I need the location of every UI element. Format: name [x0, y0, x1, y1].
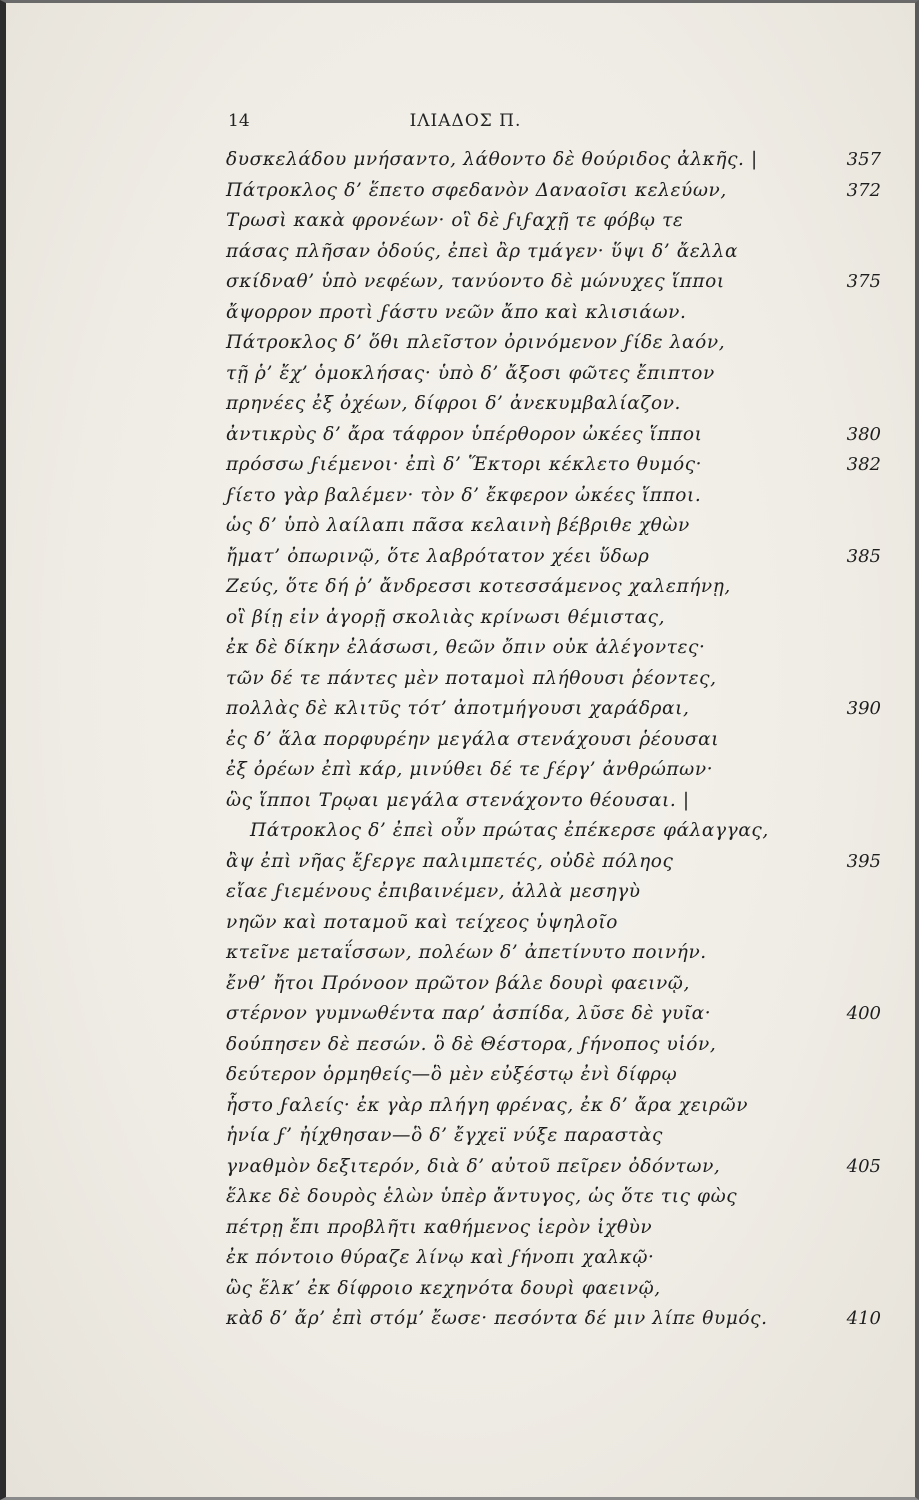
verse-text: πολλὰς δὲ κλιτῦς τότ’ ἀποτμήγουσι χαράδραι, — [226, 698, 690, 719]
verse-line — [6, 1030, 919, 1061]
page-number: 14 — [228, 111, 250, 131]
verse-line — [6, 1121, 919, 1152]
verse-lines — [6, 145, 919, 1335]
verse-line — [6, 267, 919, 298]
verse-line — [6, 786, 919, 817]
verse-line — [6, 1304, 919, 1335]
verse-text: στέρνον γυμνωθέντα παρ’ ἀσπίδα, λῦσε δὲ γυῖα· — [226, 1003, 712, 1024]
verse-line — [6, 877, 919, 908]
verse-line — [6, 847, 919, 878]
verse-line — [6, 389, 919, 420]
verse-line — [6, 1274, 919, 1305]
verse-text: τῇ ῥ’ ἔχ’ ὁμοκλήσας· ὑπὸ δ’ ἄξοσι φῶτες ἔπιπτον — [226, 362, 715, 384]
page-header — [6, 111, 919, 141]
verse-line — [6, 176, 919, 207]
verse-text: Πάτροκλος δ’ ἕπετο σφεδανὸν Δαναοῖσι κελεύων, — [226, 179, 727, 201]
verse-text: οἳ βίῃ εἰν ἀγορῇ σκολιὰς κρίνωσι θέμιστας, — [226, 606, 666, 628]
verse-text: πέτρῃ ἔπι προβλῆτι καθήμενος ἱερὸν ἰχθὺν — [226, 1216, 653, 1238]
line-number: 410 — [846, 1308, 881, 1329]
verse-line — [6, 633, 919, 664]
verse-text: ὣς ἵπποι Τρῳαι μεγάλα στενάχοντο θέουσαι. | — [226, 789, 690, 811]
verse-line — [6, 542, 919, 573]
verse-line — [6, 1060, 919, 1091]
verse-text: ὣς ἕλκ’ ἐκ δίφροιο κεχηνότα δουρὶ φαεινῷ, — [226, 1277, 661, 1299]
verse-text: κτεῖνε μεταΐσσων, πολέων δ’ ἀπετίνυτο ποινήν. — [226, 942, 707, 963]
verse-line — [6, 1091, 919, 1122]
verse-text: ἐξ ὀρέων ἐπὶ κάρ, μινύθει δέ τε ϝέργ’ ἀνθρώπων· — [226, 759, 714, 780]
verse-text: ἄψορρον προτὶ ϝάστυ νεῶν ἄπο καὶ κλισιάων. — [226, 301, 687, 323]
line-number: 375 — [846, 271, 881, 292]
verse-text: ἂψ ἐπὶ νῆας ἔϝεργε παλιμπετές, οὐδὲ πόληος — [226, 850, 674, 872]
verse-text: ἕλκε δὲ δουρὸς ἑλὼν ὑπὲρ ἄντυγος, ὡς ὅτε τις φὼς — [226, 1186, 738, 1207]
line-number: 390 — [846, 698, 881, 719]
line-number: 382 — [846, 454, 881, 475]
verse-text: εἴαε ϝιεμένους ἐπιβαινέμεν, ἀλλὰ μεσηγὺ — [226, 881, 641, 902]
verse-text: σκίδναθ’ ὑπὸ νεφέων, τανύοντο δὲ μώνυχες ἵπποι — [226, 271, 725, 292]
verse-line — [6, 1152, 919, 1183]
verse-line — [6, 969, 919, 1000]
verse-line — [6, 603, 919, 634]
line-number: 395 — [846, 850, 881, 872]
line-number: 357 — [846, 149, 881, 170]
line-number: 400 — [846, 1003, 881, 1024]
line-number: 372 — [846, 179, 881, 201]
verse-text: ἐς δ’ ἅλα πορφυρέην μεγάλα στενάχουσι ῥέουσαι — [226, 728, 720, 750]
verse-line — [6, 664, 919, 695]
verse-text: δυσκελάδου μνήσαντο, λάθοντο δὲ θούριδος ἀλκῆς. | — [226, 149, 758, 170]
verse-text: Πάτροκλος δ’ ὅθι πλεῖστον ὀρινόμενον ϝίδε λαόν, — [226, 332, 726, 353]
verse-text: ἧστο ϝαλείς· ἐκ γὰρ πλήγη φρένας, ἐκ δ’ ἄρα χειρῶν — [226, 1094, 749, 1116]
verse-text: δούπησεν δὲ πεσών. ὃ δὲ Θέστορα, ϝήνοπος υἱόν, — [226, 1033, 717, 1055]
line-number: 380 — [846, 423, 881, 445]
verse-text: πρηνέες ἐξ ὀχέων, δίφροι δ’ ἀνεκυμβαλίαζον. — [226, 393, 682, 414]
verse-text: τῶν δέ τε πάντες μὲν ποταμοὶ πλήθουσι ῥέοντες, — [226, 667, 717, 689]
verse-line — [6, 1243, 919, 1274]
verse-line — [6, 206, 919, 237]
verse-line — [6, 237, 919, 268]
verse-text: ἔνθ’ ἤτοι Πρόνοον πρῶτον βάλε δουρὶ φαεινῷ, — [226, 972, 690, 994]
running-title: ΙΛΙΑΔΟΣ Π. — [409, 111, 522, 131]
verse-text: Τρωσὶ κακὰ φρονέων· οἳ δὲ ϝιϝαχῇ τε φόβῳ τε — [226, 210, 684, 231]
verse-line — [6, 298, 919, 329]
verse-text: γναθμὸν δεξιτερόν, διὰ δ’ αὐτοῦ πεῖρεν ὀδόντων, — [226, 1155, 721, 1177]
verse-line — [6, 694, 919, 725]
line-number: 385 — [846, 545, 881, 567]
verse-text: ἐκ δὲ δίκην ἐλάσωσι, θεῶν ὄπιν οὐκ ἀλέγοντες· — [226, 637, 706, 658]
verse-text: κὰδ δ’ ἄρ’ ἐπὶ στόμ’ ἔωσε· πεσόντα δέ μιν λίπε θυμός. — [226, 1308, 768, 1329]
verse-line — [6, 1182, 919, 1213]
verse-line — [6, 908, 919, 939]
line-number: 405 — [846, 1155, 881, 1177]
verse-text: πάσας πλῆσαν ὁδούς, ἐπεὶ ἂρ τμάγεν· ὕψι δ’ ἄελλα — [226, 240, 739, 262]
verse-text: ἐκ πόντοιο θύραζε λίνῳ καὶ ϝήνοπι χαλκῷ· — [226, 1247, 655, 1268]
verse-line — [6, 420, 919, 451]
verse-line — [6, 481, 919, 512]
verse-text: ἤματ’ ὀπωρινῷ, ὅτε λαβρότατον χέει ὕδωρ — [226, 545, 650, 567]
verse-line — [6, 450, 919, 481]
verse-text: ἀντικρὺς δ’ ἄρα τάφρον ὑπέρθορον ὠκέες ἵπποι — [226, 423, 703, 445]
verse-line — [6, 359, 919, 390]
verse-line — [6, 572, 919, 603]
verse-text: πρόσσω ϝιέμενοι· ἐπὶ δ’ Ἕκτορι κέκλετο θυμός· — [226, 454, 703, 475]
verse-line — [6, 511, 919, 542]
verse-text: Πάτροκλος δ’ ἐπεὶ οὖν πρώτας ἐπέκερσε φάλαγγας, — [250, 820, 769, 841]
verse-text: δεύτερον ὁρμηθείς—ὃ μὲν εὐξέστῳ ἐνὶ δίφρῳ — [226, 1064, 678, 1085]
verse-line — [6, 725, 919, 756]
verse-line — [6, 999, 919, 1030]
verse-line — [6, 328, 919, 359]
verse-text: ἡνία ϝ’ ἠίχθησαν—ὃ δ’ ἔγχεϊ νύξε παραστὰς — [226, 1125, 663, 1146]
verse-line — [6, 145, 919, 176]
verse-text: νηῶν καὶ ποταμοῦ καὶ τείχεος ὑψηλοῖο — [226, 911, 618, 933]
verse-text: ϝίετο γὰρ βαλέμεν· τὸν δ’ ἔκφερον ὠκέες ἵπποι. — [226, 484, 702, 506]
verse-text: Ζεύς, ὅτε δή ῥ’ ἄνδρεσσι κοτεσσάμενος χαλεπήνῃ, — [226, 576, 731, 597]
verse-line — [6, 1213, 919, 1244]
verse-line — [6, 816, 919, 847]
verse-line — [6, 755, 919, 786]
verse-line — [6, 938, 919, 969]
verse-text: ὡς δ’ ὑπὸ λαίλαπι πᾶσα κελαινὴ βέβριθε χθὼν — [226, 515, 690, 536]
